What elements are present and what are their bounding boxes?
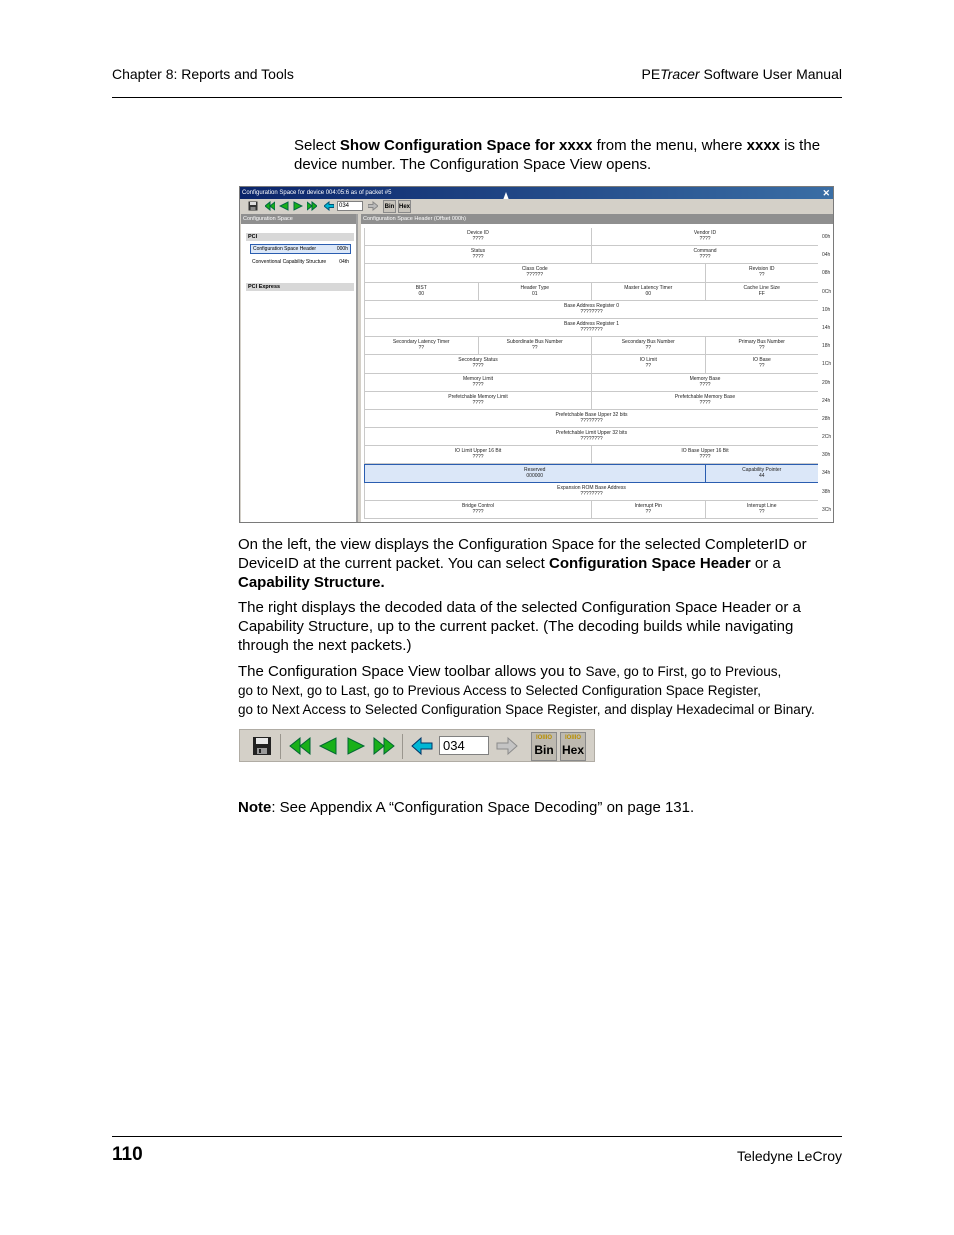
field-name: Secondary Latency Timer: [392, 339, 450, 346]
field-value: 00: [418, 290, 425, 297]
field-name: IO Base: [752, 357, 771, 364]
field-name: Vendor ID: [693, 230, 717, 236]
para-text: The right displays the decoded data of the selected Configuration Space Header or a: [238, 599, 801, 616]
intro-text: from the menu, where: [592, 137, 747, 154]
register-field[interactable]: [364, 228, 591, 246]
next-icon[interactable]: [344, 734, 368, 758]
register-field[interactable]: [705, 501, 819, 519]
field-name: Interrupt Line: [747, 502, 777, 509]
register-field[interactable]: [364, 428, 818, 446]
previous-access-icon[interactable]: [324, 201, 334, 211]
right-panel-header: Configuration Space Header (Offset 000h): [361, 214, 834, 224]
binary-label: Bin: [534, 743, 554, 757]
note-label: Note: [238, 799, 272, 816]
field-name: Interrupt Pin: [634, 502, 662, 509]
pci-express-section[interactable]: PCI Express: [246, 283, 354, 291]
binary-button[interactable]: [531, 732, 557, 761]
register-row[interactable]: [364, 264, 831, 282]
device-number-box[interactable]: 034: [439, 736, 489, 755]
field-name: Subordinate Bus Number: [506, 339, 563, 346]
paragraph-right-view: [238, 598, 801, 655]
toolbar-separator: [280, 734, 281, 759]
save-icon[interactable]: [248, 201, 258, 211]
capability-structure-item[interactable]: [250, 258, 351, 266]
item-offset: 000h: [336, 246, 348, 252]
register-offset: 08h: [822, 270, 831, 277]
field-value: ????: [699, 254, 711, 261]
field-value: ????: [699, 399, 711, 406]
para-text: The Configuration Space View toolbar allows you to: [238, 663, 586, 680]
config-space-grid: [364, 228, 832, 519]
next-icon[interactable]: [293, 201, 303, 211]
intro-bold-xxxx: xxxx: [746, 137, 781, 154]
field-value: ??????: [526, 272, 544, 279]
field-value: ??: [645, 508, 652, 515]
para-text-small: go to Next Access to Selected Configuration Space Register, and display Hexadecimal or Binary.: [238, 702, 815, 717]
register-field[interactable]: [705, 264, 819, 282]
register-field[interactable]: [705, 283, 819, 301]
register-offset: 30h: [822, 452, 831, 459]
register-field[interactable]: [591, 246, 818, 264]
para-text-small: Save, go to First, go to Previous,: [585, 664, 782, 679]
field-name: BIST: [415, 284, 427, 291]
register-offset: 14h: [822, 324, 831, 331]
intro-text: is the: [780, 137, 821, 154]
register-offset: 10h: [822, 306, 831, 313]
field-name: Command: [693, 248, 717, 255]
para-text-small: go to Next, go to Last, go to Previous Access to Selected Configuration Space Register,: [238, 683, 762, 698]
field-name: Base Address Register 1: [563, 320, 620, 327]
register-row[interactable]: [364, 483, 831, 501]
register-offset: 00h: [822, 234, 831, 240]
previous-icon[interactable]: [316, 734, 340, 758]
company-name: Teledyne LeCroy: [736, 1148, 842, 1164]
field-name: Header Type: [520, 284, 550, 291]
register-field[interactable]: [364, 246, 591, 264]
register-field[interactable]: [591, 392, 818, 410]
hex-button[interactable]: [560, 732, 586, 761]
register-row[interactable]: [364, 501, 832, 519]
field-value: ????: [472, 381, 484, 388]
pci-section[interactable]: PCI: [246, 233, 354, 241]
chapter-title: Chapter 8: Reports and Tools: [112, 66, 294, 82]
last-icon[interactable]: [307, 201, 317, 211]
field-value: ??: [645, 363, 652, 370]
register-offset: 20h: [822, 379, 831, 386]
field-name: Revision ID: [748, 266, 775, 273]
manual-title-suffix: Software User Manual: [699, 66, 842, 82]
para-text: through the next packets.): [238, 637, 412, 654]
register-row[interactable]: [364, 428, 832, 446]
register-row[interactable]: [364, 319, 831, 337]
manual-title-italic: Tracer: [660, 66, 700, 82]
field-name: Class Code: [521, 266, 548, 273]
field-name: Expansion ROM Base Address: [557, 484, 626, 491]
register-row[interactable]: [364, 337, 831, 355]
register-field[interactable]: [364, 264, 705, 282]
field-name: Memory Base: [689, 375, 721, 382]
intro-text-line2: device number. The Configuration Space View opens.: [294, 156, 652, 173]
toolbar-image: [239, 729, 595, 762]
manual-title: [641, 66, 842, 82]
register-field[interactable]: [705, 464, 819, 482]
item-offset: 04th: [339, 259, 349, 265]
footer-rule: [112, 1136, 842, 1137]
field-name: IO Limit: [639, 357, 657, 364]
register-field[interactable]: [705, 337, 819, 355]
config-space-header-item[interactable]: [250, 244, 351, 254]
note-paragraph: [238, 798, 694, 817]
config-space-window: [239, 186, 834, 523]
register-row[interactable]: [364, 392, 831, 410]
register-offset: 1Ch: [822, 361, 832, 368]
field-value: ????????: [580, 326, 603, 333]
register-offset: 24h: [822, 397, 831, 404]
register-offset: 38h: [822, 488, 831, 495]
field-value: ????????: [580, 436, 603, 443]
para-text: or a: [750, 555, 781, 572]
right-panel: [361, 214, 834, 522]
para-text: On the left, the view displays the Configuration Space for the selected CompleterID or: [238, 536, 807, 553]
register-field[interactable]: [705, 355, 819, 373]
field-value: ????: [472, 454, 484, 461]
hex-button[interactable]: Hex: [398, 200, 411, 213]
para-text: DeviceID at the current packet. You can select: [238, 555, 550, 572]
register-field[interactable]: [364, 283, 478, 301]
field-value: ????: [472, 508, 484, 515]
item-label: Conventional Capability Structure: [252, 259, 327, 265]
field-value: ????: [472, 363, 484, 370]
previous-icon[interactable]: [279, 201, 289, 211]
register-field[interactable]: [478, 337, 592, 355]
header-rule: [112, 97, 842, 98]
toolbar-separator: [402, 734, 403, 759]
field-value: 00: [645, 290, 652, 297]
field-value: 000000: [526, 473, 544, 480]
field-name: Master Latency Timer: [624, 284, 673, 291]
field-value: FF: [758, 290, 765, 297]
field-name: Reserved: [524, 467, 546, 474]
last-icon[interactable]: [372, 734, 396, 758]
register-row[interactable]: [364, 410, 831, 428]
field-value: ??: [645, 345, 652, 352]
field-value: ????: [699, 454, 711, 461]
register-row[interactable]: [364, 228, 831, 246]
field-name: IO Limit Upper 16 Bit: [454, 448, 502, 455]
register-offset: 2Ch: [822, 434, 832, 441]
field-value: ??: [758, 508, 765, 515]
para-bold: Capability Structure.: [238, 574, 385, 591]
field-value: ????: [699, 381, 711, 388]
bits-icon: IOIIIO: [564, 735, 581, 741]
field-value: ????????: [580, 417, 603, 424]
intro-text: Select: [294, 137, 340, 154]
field-name: Prefetchable Limit Upper 32 bits: [555, 430, 628, 437]
close-icon[interactable]: ✕: [822, 188, 830, 198]
intro-bold-menu: Show Configuration Space for xxxx: [339, 137, 593, 154]
register-field[interactable]: [364, 501, 591, 519]
field-name: Prefetchable Base Upper 32 bits: [555, 411, 628, 418]
para-text: Capability Structure, up to the current packet. (The decoding builds while navigating: [238, 618, 794, 635]
register-field[interactable]: [591, 337, 705, 355]
register-field[interactable]: [364, 483, 818, 501]
item-label: Configuration Space Header: [253, 246, 317, 252]
paragraph-toolbar: [238, 662, 815, 719]
field-value: ????: [472, 399, 484, 406]
para-bold: Configuration Space Header: [549, 555, 751, 572]
left-panel-header: Configuration Space: [241, 214, 356, 224]
window-toolbar: [240, 199, 833, 214]
previous-access-icon[interactable]: [410, 734, 434, 758]
register-field[interactable]: [364, 337, 478, 355]
field-name: Secondary Status: [458, 357, 498, 364]
next-access-icon[interactable]: [495, 734, 519, 758]
register-row[interactable]: [364, 246, 831, 264]
field-name: Prefetchable Memory Limit: [448, 393, 508, 400]
binary-button[interactable]: Bin: [383, 200, 396, 213]
field-value: ??: [758, 363, 765, 370]
register-field[interactable]: [364, 392, 591, 410]
register-field[interactable]: [364, 374, 591, 392]
field-name: Primary Bus Number: [738, 339, 785, 346]
register-offset: 04h: [822, 252, 831, 259]
register-field[interactable]: [591, 374, 818, 392]
intro-paragraph: [294, 136, 820, 174]
register-field[interactable]: [364, 301, 818, 319]
field-name: Prefetchable Memory Base: [674, 393, 736, 400]
field-value: ??: [531, 345, 538, 352]
register-row[interactable]: [364, 283, 832, 301]
field-value: ??: [758, 345, 765, 352]
field-value: 01: [531, 290, 538, 297]
field-name: Device ID: [467, 230, 489, 236]
field-value: ??: [418, 345, 425, 352]
register-offset: 18h: [822, 343, 831, 350]
device-number-box[interactable]: 034: [337, 201, 363, 211]
register-field[interactable]: [364, 446, 591, 464]
field-value: 44: [758, 473, 765, 480]
register-offset: 0Ch: [822, 288, 832, 295]
field-name: Capability Pointer: [742, 467, 782, 474]
register-row[interactable]: [364, 301, 831, 319]
register-offset: 28h: [822, 415, 831, 422]
first-icon[interactable]: [265, 201, 275, 211]
field-value: ????????: [580, 308, 603, 315]
register-field[interactable]: [478, 283, 592, 301]
register-field[interactable]: [364, 355, 591, 373]
field-name: Base Address Register 0: [563, 302, 620, 309]
field-value: ????????: [580, 490, 603, 497]
save-icon[interactable]: [250, 734, 274, 758]
register-field[interactable]: [364, 319, 818, 337]
field-value: ??: [758, 272, 765, 279]
bits-icon: IOIIIO: [535, 735, 552, 741]
window-title: Configuration Space for device 004:05:6 as of packet #5: [242, 190, 392, 196]
first-icon[interactable]: [288, 734, 312, 758]
field-name: IO Base Upper 16 Bit: [681, 448, 729, 455]
page-number: 110: [112, 1144, 143, 1165]
hex-label: Hex: [561, 743, 584, 757]
register-offset: 34h: [822, 470, 831, 477]
register-offset: 3Ch: [822, 506, 832, 513]
note-text: : See Appendix A “Configuration Space Decoding” on page 131.: [271, 799, 695, 816]
register-field[interactable]: [591, 355, 705, 373]
register-field[interactable]: [591, 501, 705, 519]
field-name: Bridge Control: [462, 502, 494, 509]
field-value: ????: [699, 236, 711, 242]
register-row[interactable]: [364, 446, 831, 464]
window-title-bar: [240, 187, 833, 199]
next-access-icon[interactable]: [368, 201, 378, 211]
field-name: Status: [470, 248, 486, 255]
paragraph-left-view: [238, 535, 807, 592]
field-name: Secondary Bus Number: [621, 339, 675, 346]
register-row[interactable]: [364, 464, 831, 482]
field-name: Memory Limit: [462, 375, 493, 382]
left-panel: [241, 214, 358, 522]
field-value: ????: [472, 236, 484, 242]
field-name: Cache Line Size: [743, 284, 780, 291]
register-row[interactable]: [364, 374, 831, 392]
register-field[interactable]: [591, 283, 705, 301]
register-field[interactable]: [591, 446, 818, 464]
register-field[interactable]: [591, 228, 818, 246]
manual-title-prefix: PE: [641, 66, 661, 82]
field-value: ????: [472, 254, 484, 261]
register-field[interactable]: [364, 410, 818, 428]
register-field[interactable]: [364, 464, 705, 482]
register-row[interactable]: [364, 355, 832, 373]
